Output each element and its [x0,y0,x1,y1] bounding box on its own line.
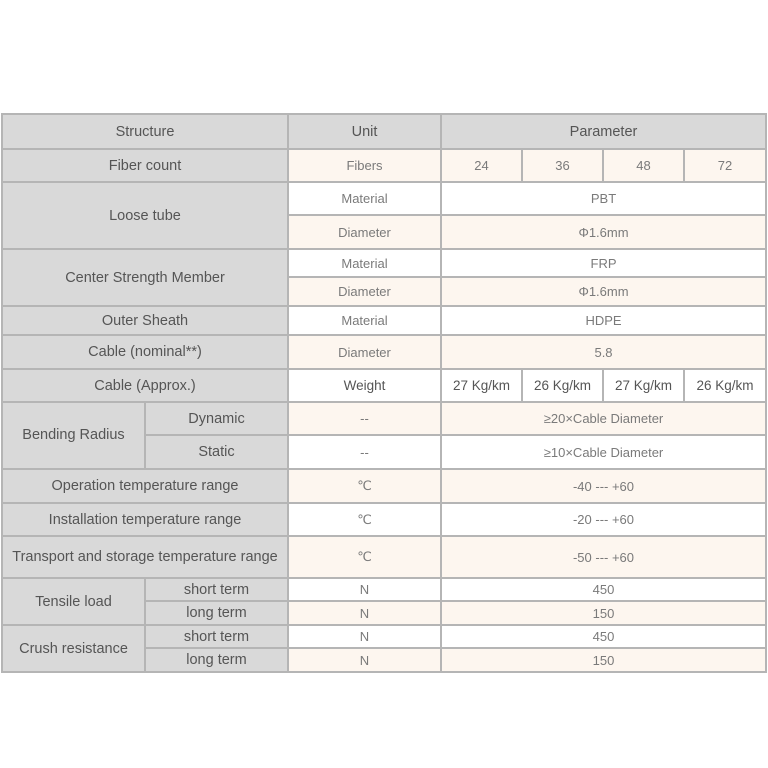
header-structure: Structure [2,114,288,149]
table-row [2,369,766,402]
unit-material: Material [288,182,441,215]
table-row [2,625,766,648]
unit-diameter: Diameter [288,215,441,249]
loose-tube-material-value: PBT [441,182,766,215]
row-label-transport-temperature: Transport and storage temperature range [2,536,288,578]
table-row [2,182,766,215]
operation-temperature-value: -40 --- +60 [441,469,766,503]
unit-newton: N [288,625,441,648]
center-strength-material-value: FRP [441,249,766,277]
center-strength-diameter-value: Φ1.6mm [441,277,766,306]
row-label-cable-approx: Cable (Approx.) [2,369,288,402]
table-row [2,402,766,435]
unit-diameter: Diameter [288,277,441,306]
row-label-crush-resistance: Crush resistance [2,625,145,672]
unit-celsius: ℃ [288,503,441,536]
row-label-cable-nominal: Cable (nominal**) [2,335,288,369]
unit-newton: N [288,601,441,625]
table-row [2,469,766,503]
row-label-tensile-load: Tensile load [2,578,145,625]
cable-nominal-value: 5.8 [441,335,766,369]
row-label-installation-temperature: Installation temperature range [2,503,288,536]
cable-weight-value: 27 Kg/km [441,369,522,402]
unit-material: Material [288,306,441,335]
header-parameter: Parameter [441,114,766,149]
transport-temperature-value: -50 --- +60 [441,536,766,578]
unit-newton: N [288,648,441,672]
cable-weight-value: 26 Kg/km [522,369,603,402]
row-label-fiber-count: Fiber count [2,149,288,182]
row-label-operation-temperature: Operation temperature range [2,469,288,503]
sub-label-long-term: long term [145,601,288,625]
unit-newton: N [288,578,441,601]
sub-label-dynamic: Dynamic [145,402,288,435]
cable-weight-value: 27 Kg/km [603,369,684,402]
tensile-long-value: 150 [441,601,766,625]
table-row [2,306,766,335]
sub-label-short-term: short term [145,625,288,648]
cable-weight-value: 26 Kg/km [684,369,766,402]
bending-static-value: ≥10×Cable Diameter [441,435,766,469]
fiber-count-value: 36 [522,149,603,182]
unit-diameter: Diameter [288,335,441,369]
loose-tube-diameter-value: Φ1.6mm [441,215,766,249]
row-label-loose-tube: Loose tube [2,182,288,249]
crush-long-value: 150 [441,648,766,672]
sub-label-short-term: short term [145,578,288,601]
spec-table [1,113,767,673]
table-row [2,503,766,536]
row-label-outer-sheath: Outer Sheath [2,306,288,335]
table-row [2,536,766,578]
table-header-row [2,114,766,149]
unit-material: Material [288,249,441,277]
tensile-short-value: 450 [441,578,766,601]
row-label-center-strength-member: Center Strength Member [2,249,288,306]
crush-short-value: 450 [441,625,766,648]
outer-sheath-value: HDPE [441,306,766,335]
fiber-count-value: 72 [684,149,766,182]
installation-temperature-value: -20 --- +60 [441,503,766,536]
bending-dynamic-value: ≥20×Cable Diameter [441,402,766,435]
unit-dash: -- [288,435,441,469]
sub-label-long-term: long term [145,648,288,672]
sub-label-static: Static [145,435,288,469]
unit-celsius: ℃ [288,536,441,578]
unit-fibers: Fibers [288,149,441,182]
table-row [2,149,766,182]
fiber-count-value: 24 [441,149,522,182]
fiber-count-value: 48 [603,149,684,182]
unit-dash: -- [288,402,441,435]
header-unit: Unit [288,114,441,149]
table-row [2,335,766,369]
table-row [2,249,766,277]
unit-celsius: ℃ [288,469,441,503]
unit-weight: Weight [288,369,441,402]
row-label-bending-radius: Bending Radius [2,402,145,469]
table-row [2,578,766,601]
